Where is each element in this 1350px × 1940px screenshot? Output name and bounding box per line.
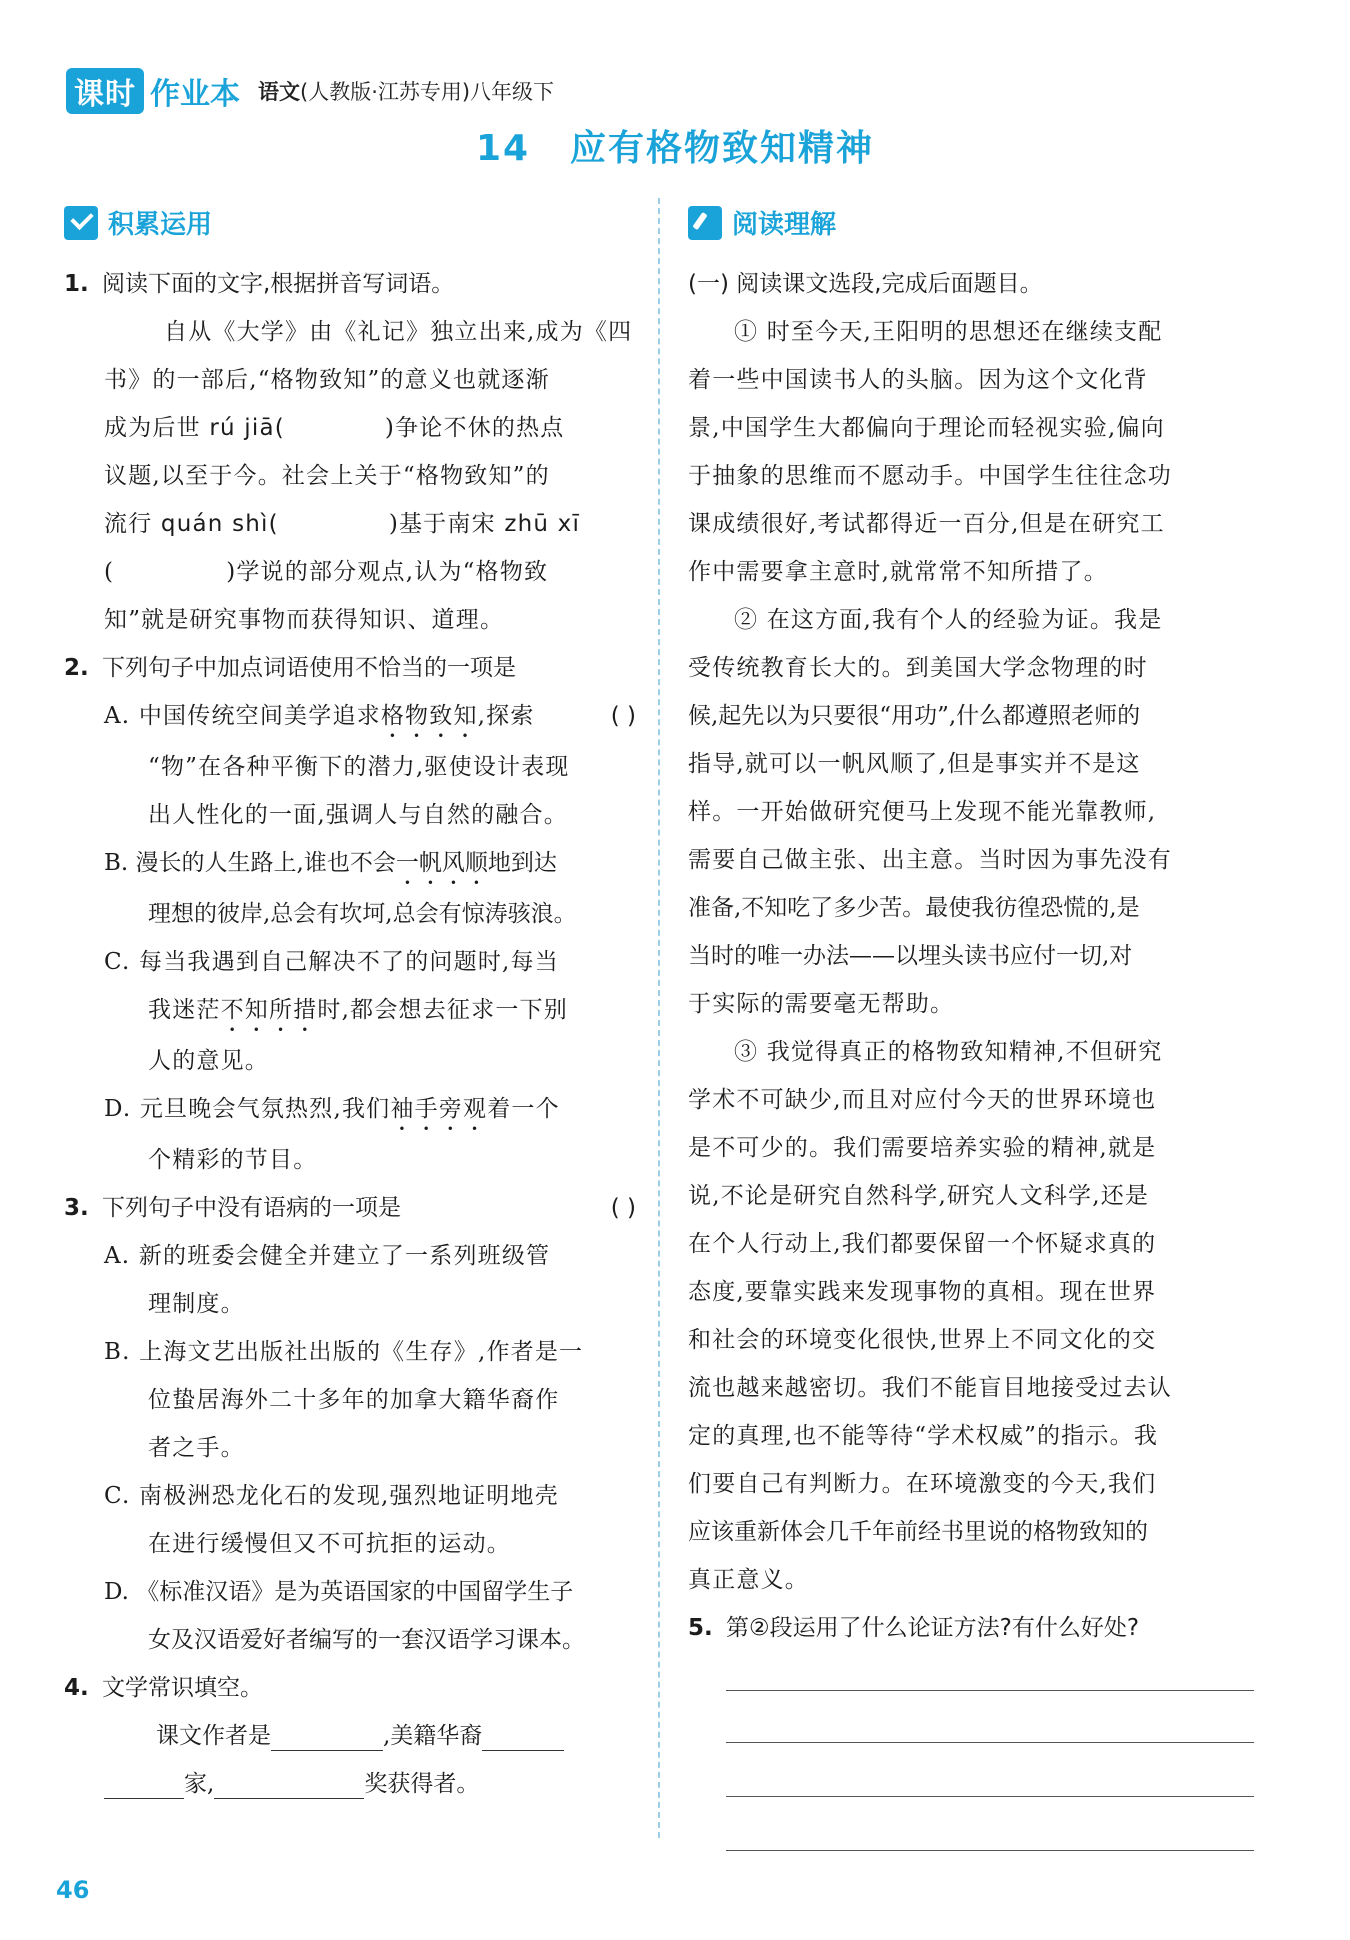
answer-line[interactable] bbox=[726, 1850, 1254, 1851]
q1-text-line: 流行 quán shì( )基于南宋 zhū xī bbox=[104, 511, 581, 537]
q2-option-b-cont: 理想的彼岸,总会有坎坷,总会有惊涛骇浪。 bbox=[148, 901, 577, 927]
q3-answer-bracket[interactable]: ( ) bbox=[610, 1195, 636, 1221]
logo-text: 作业本 bbox=[150, 77, 240, 112]
question-1-stem: 1. 阅读下面的文字,根据拼音写词语。 bbox=[64, 271, 455, 297]
q1-text-line: ( )学说的部分观点,认为“格物致 bbox=[104, 559, 549, 585]
passage-line: 定的真理,也不能等待“学术权威”的指示。我 bbox=[688, 1423, 1159, 1449]
checkbox-icon bbox=[64, 206, 98, 240]
q2-option-d: D. 元旦晚会气氛热烈,我们袖手旁观着一个 bbox=[104, 1096, 560, 1122]
passage-line: 候,起先以为只要很“用功”,什么都遵照老师的 bbox=[688, 703, 1141, 729]
passage-line: 当时的唯一办法——以埋头读书应付一切,对 bbox=[688, 943, 1133, 969]
reading-part-title: (一) 阅读课文选段,完成后面题目。 bbox=[688, 271, 1043, 297]
passage-line: 们要自己有判断力。在环境激变的今天,我们 bbox=[688, 1471, 1157, 1497]
section-heading-text: 积累运用 bbox=[108, 210, 213, 240]
q2-option-a: A. 中国传统空间美学追求格物致知,探索 bbox=[104, 703, 535, 729]
passage-line: 态度,要靠实践来发现事物的真相。现在世界 bbox=[688, 1279, 1157, 1305]
lesson-number: 14 bbox=[475, 128, 531, 169]
lesson-name: 应有格物致知精神 bbox=[570, 128, 875, 169]
q1-text-line: 自从《大学》由《礼记》独立出来,成为《四 bbox=[164, 319, 633, 345]
dotted-phrase: 袖手旁观 bbox=[390, 1096, 488, 1122]
q1-text-line: 成为后世 rú jiā( )争论不休的热点 bbox=[104, 415, 565, 441]
passage-line: 于实际的需要毫无帮助。 bbox=[688, 991, 955, 1017]
answer-blank-identity[interactable] bbox=[482, 1724, 564, 1751]
passage-line: 着一些中国读书人的头脑。因为这个文化背 bbox=[688, 367, 1148, 393]
passage-line: 准备,不知吃了多少苦。最使我彷徨恐慌的,是 bbox=[688, 895, 1140, 921]
passage-line: ① 时至今天,王阳明的思想还在继续支配 bbox=[734, 319, 1163, 345]
q3-option-d-cont: 女及汉语爱好者编写的一套汉语学习课本。 bbox=[148, 1627, 585, 1653]
header bbox=[66, 70, 554, 112]
question-5-stem: 5. 第②段运用了什么论证方法?有什么好处? bbox=[688, 1615, 1140, 1641]
dotted-phrase: 不知所措 bbox=[220, 997, 318, 1023]
passage-line: ③ 我觉得真正的格物致知精神,不但研究 bbox=[734, 1039, 1163, 1065]
section-heading-text: 阅读理解 bbox=[732, 210, 837, 240]
edition: (人教版·江苏专用)八年级下 bbox=[300, 80, 555, 104]
answer-blank-prize[interactable] bbox=[214, 1772, 364, 1799]
passage-line: 是不可少的。我们需要培养实验的精神,就是 bbox=[688, 1135, 1157, 1161]
dotted-phrase: 格物致知 bbox=[380, 703, 478, 729]
q2-option-c-cont: 我迷茫不知所措时,都会想去征求一下别 bbox=[148, 997, 568, 1023]
question-2-stem: 2. 下列句子中加点词语使用不恰当的一项是 bbox=[64, 655, 516, 681]
passage-line: 流也越来越密切。我们不能盲目地接受过去认 bbox=[688, 1375, 1172, 1401]
passage-line: 真正意义。 bbox=[688, 1567, 809, 1593]
passage-line: 应该重新体会几千年前经书里说的格物致知的 bbox=[688, 1519, 1148, 1545]
answer-blank-profession[interactable] bbox=[104, 1772, 184, 1799]
passage-line: 受传统教育长大的。到美国大学念物理的时 bbox=[688, 655, 1148, 681]
q4-line-2: 家, 奖获得者。 bbox=[64, 1760, 636, 1808]
pinyin-quanshi: quán shì( bbox=[160, 511, 279, 537]
question-3-stem: 3. 下列句子中没有语病的一项是 ( ) bbox=[64, 1184, 636, 1232]
pinyin-rujia: rú jiā( bbox=[209, 415, 285, 441]
passage-line: 景,中国学生大都偏向于理论而轻视实验,偏向 bbox=[688, 415, 1165, 441]
pinyin-zhuxi: zhū xī bbox=[504, 511, 581, 537]
left-column: 1. 阅读下面的文字,根据拼音写词语。 自从《大学》由《礼记》独立出来,成为《四 书》的一部后,“格物致知”的意义也就逐渐 成为后世 rú jiā( )争论不休的热点 议题,以至于今。社会上关于“格物致知”的 流行 quán shì( )基于南宋 zhū xī ( )学说的部分观点,认为“格物致 知”就是研究事物而获得知识、道理。 2. 下列句子中加点词语使用不恰当的一项是 ( ) A. 中国传统空间美学追求格物致知,探索 “物”在各种平衡下的潜力,驱使设计表现 出人性化的一面,强调人与自然的融合。 B. 漫长的人生路上,谁也不会一帆风顺地到达 理想的彼岸,总会有坎坷,总会有惊涛骇浪。 C. 每当我遇到自己解决不了的问题时,每当 我迷茫不知所措时,都会想去征求一下别 人的意见。 D. 元旦晚会气氛热烈,我们袖手旁观着一个 个精彩的节目。 3. 下列句子中没有语病的一项是 ( ) A. 新的班委会健全并建立了一系列班级管 理制度。 B. 上海文艺出版社出版的《生存》,作者是一 位蛰居海外二十多年的加拿大籍华裔作 者之手。 C. 南极洲恐龙化石的发现,强烈地证明地壳 在进行缓慢但又不可抗拒的运动。 D. 《标准汉语》是为英语国家的中国留学生子 女及汉语爱好者编写的一套汉语学习课本。 4. 文学常识填空。 课文作者是 ,美籍华裔 家, 奖获得者。 bbox=[64, 260, 636, 1808]
q1-text-line: 议题,以至于今。社会上关于“格物致知”的 bbox=[104, 463, 550, 489]
answer-line[interactable] bbox=[726, 1742, 1254, 1743]
q2-option-b: B. 漫长的人生路上,谁也不会一帆风顺地到达 bbox=[104, 850, 557, 876]
passage-line: 样。一开始做研究便马上发现不能光靠教师, bbox=[688, 799, 1157, 825]
section-heading-reading bbox=[688, 204, 836, 241]
q3-option-b: B. 上海文艺出版社出版的《生存》,作者是一 bbox=[104, 1339, 584, 1365]
passage-line: 和社会的环境变化很快,世界上不同文化的交 bbox=[688, 1327, 1157, 1353]
answer-line[interactable] bbox=[726, 1796, 1254, 1797]
passage-line: ② 在这方面,我有个人的经验为证。我是 bbox=[734, 607, 1163, 633]
q2-option-a-cont: “物”在各种平衡下的潜力,驱使设计表现 bbox=[148, 754, 570, 780]
passage-line: 课成绩很好,考试都得近一百分,但是在研究工 bbox=[688, 511, 1165, 537]
q2-option-c-cont: 人的意见。 bbox=[148, 1048, 269, 1074]
column-divider bbox=[658, 198, 660, 1838]
passage-line: 作中需要拿主意时,就常常不知所措了。 bbox=[688, 559, 1108, 585]
q3-option-a-cont: 理制度。 bbox=[148, 1291, 245, 1317]
q2-option-c: C. 每当我遇到自己解决不了的问题时,每当 bbox=[104, 949, 559, 975]
q2-option-a-cont: 出人性化的一面,强调人与自然的融合。 bbox=[148, 802, 568, 828]
right-column bbox=[688, 260, 1256, 1652]
q3-option-c-cont: 在进行缓慢但又不可抗拒的运动。 bbox=[148, 1531, 511, 1557]
passage-line: 学术不可缺少,而且对应付今天的世界环境也 bbox=[688, 1087, 1157, 1113]
logo-box: 课时 bbox=[66, 68, 144, 114]
passage-line: 需要自己做主张、出主意。当时因为事先没有 bbox=[688, 847, 1172, 873]
q1-text-line: 知”就是研究事物而获得知识、道理。 bbox=[104, 607, 505, 633]
subject: 语文 bbox=[258, 80, 300, 104]
passage-line: 说,不论是研究自然科学,研究人文科学,还是 bbox=[688, 1183, 1150, 1209]
q3-option-c: C. 南极洲恐龙化石的发现,强烈地证明地壳 bbox=[104, 1483, 559, 1509]
passage-line: 于抽象的思维而不愿动手。中国学生往往念功 bbox=[688, 463, 1172, 489]
passage-line: 在个人行动上,我们都要保留一个怀疑求真的 bbox=[688, 1231, 1157, 1257]
section-heading-accumulation bbox=[64, 204, 212, 241]
answer-blank-author[interactable] bbox=[271, 1724, 383, 1751]
page-number: 46 bbox=[56, 1876, 90, 1904]
q4-line-1: 课文作者是 ,美籍华裔 bbox=[64, 1712, 636, 1760]
q3-option-d: D. 《标准汉语》是为英语国家的中国留学生子 bbox=[104, 1579, 574, 1605]
lesson-title bbox=[0, 120, 1350, 171]
pencil-icon bbox=[688, 206, 722, 240]
book-info bbox=[258, 76, 554, 106]
question-4-stem: 4. 文学常识填空。 bbox=[64, 1675, 263, 1701]
q1-text-line: 书》的一部后,“格物致知”的意义也就逐渐 bbox=[104, 367, 550, 393]
passage-line: 指导,就可以一帆风顺了,但是事实并不是这 bbox=[688, 751, 1141, 777]
dotted-phrase: 一帆风顺 bbox=[395, 850, 488, 876]
q3-option-a: A. 新的班委会健全并建立了一系列班级管 bbox=[104, 1243, 551, 1269]
q3-option-b-cont: 位蛰居海外二十多年的加拿大籍华裔作 bbox=[148, 1387, 560, 1413]
q3-option-b-cont: 者之手。 bbox=[148, 1435, 245, 1461]
answer-line[interactable] bbox=[726, 1690, 1254, 1691]
q2-option-d-cont: 个精彩的节目。 bbox=[148, 1147, 318, 1173]
